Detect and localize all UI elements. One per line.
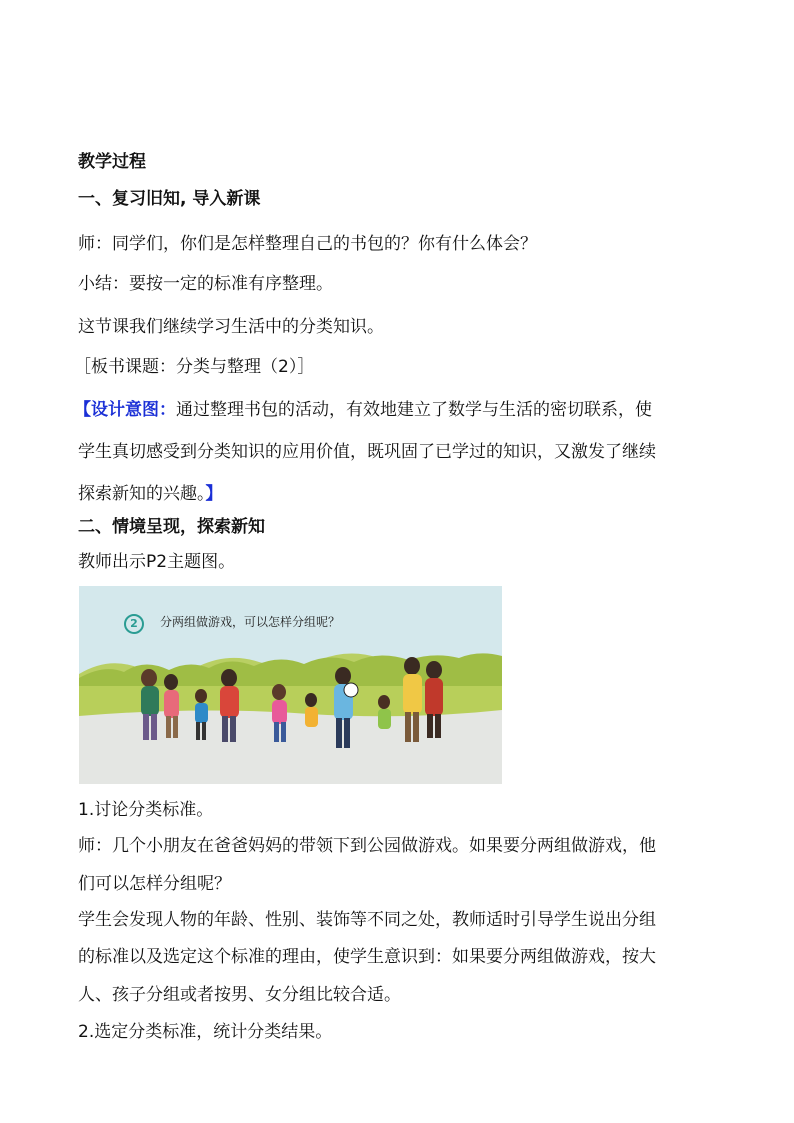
teacher-question: 师：同学们，你们是怎样整理自己的书包的？你有什么体会？ — [78, 234, 537, 254]
student-line1: 学生会发现人物的年龄、性别、装饰等不同之处，教师适时引导学生说出分组 — [78, 910, 656, 930]
design-intent-line2: 学生真切感受到分类知识的应用价值，既巩固了已学过的知识，又激发了继续 — [78, 442, 656, 462]
student-line2: 的标准以及选定这个标准的理由，使学生意识到：如果要分两组做游戏，按大 — [78, 947, 656, 967]
teacher-line1: 师：几个小朋友在爸爸妈妈的带领下到公园做游戏。如果要分两组做游戏，他 — [78, 836, 656, 856]
board-title: ［板书课题：分类与整理（2）］ — [74, 357, 315, 377]
summary-line: 小结：要按一定的标准有序整理。 — [78, 274, 333, 294]
continue-line: 这节课我们继续学习生活中的分类知识。 — [78, 317, 384, 337]
step1-line: 1.讨论分类标准。 — [78, 800, 214, 820]
show-figure-line: 教师出示P2主题图。 — [78, 552, 236, 572]
process-heading: 教学过程 — [78, 152, 146, 172]
teacher-line2: 们可以怎样分组呢？ — [78, 874, 231, 894]
step2-line: 2.选定分类标准，统计分类结果。 — [78, 1022, 333, 1042]
student-line3: 人、孩子分组或者按男、女分组比较合适。 — [78, 985, 401, 1005]
design-intent-line3: 探索新知的兴趣。】 — [78, 484, 223, 504]
figure-number-badge: 2 — [124, 614, 144, 634]
design-intent-close: 】 — [205, 484, 223, 504]
figure-caption: 分两组做游戏，可以怎样分组呢？ — [160, 615, 341, 629]
section1-heading: 一、复习旧知, 导入新课 — [78, 189, 261, 209]
design-intent-label: 【设计意图： — [74, 400, 176, 420]
section2-heading: 二、情境呈现，探索新知 — [78, 517, 265, 537]
design-intent-line1: 【设计意图：通过整理书包的活动，有效地建立了数学与生活的密切联系，使 — [74, 400, 652, 420]
